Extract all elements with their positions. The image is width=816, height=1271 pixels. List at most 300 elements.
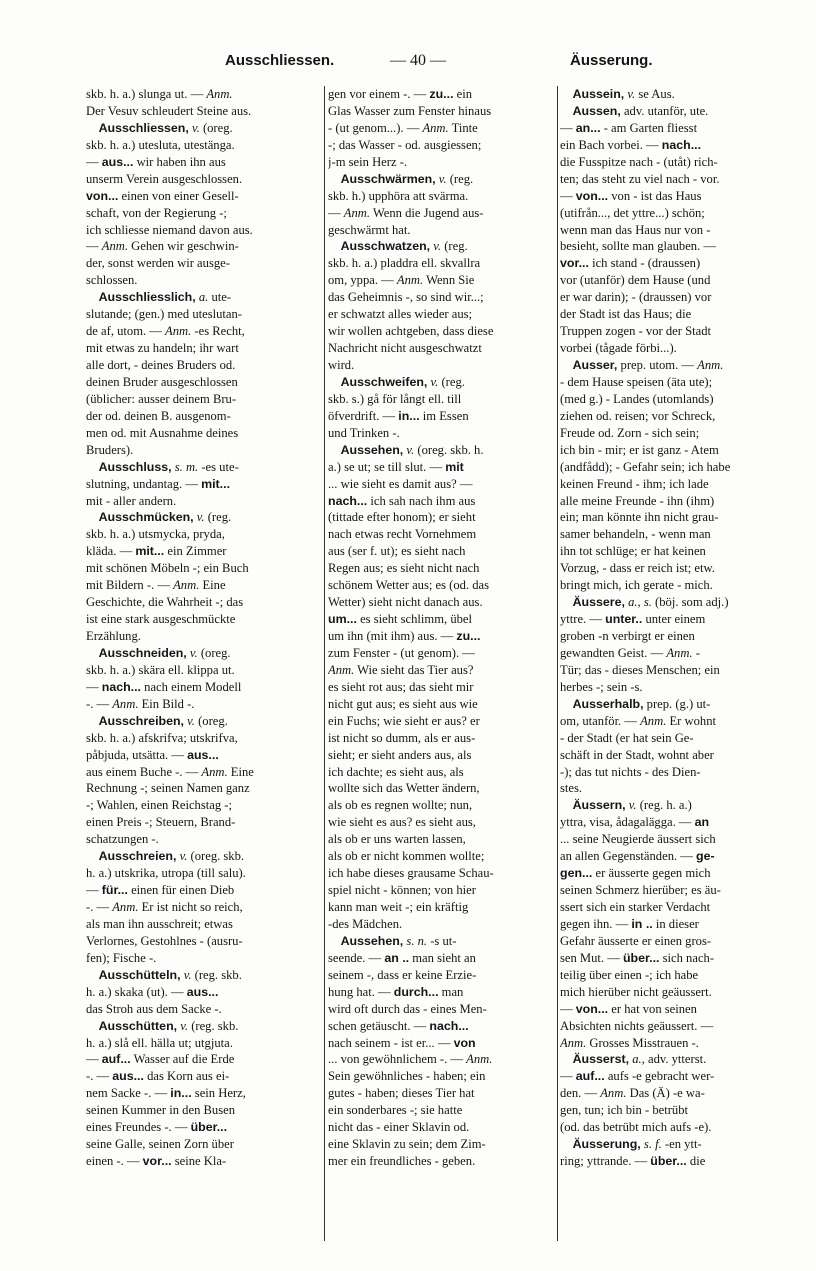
text-line bbox=[86, 272, 320, 289]
italic-abbrev: Anm. bbox=[173, 578, 200, 593]
headword: vor... bbox=[142, 1154, 172, 1169]
text-run: h. a.) slå ell. hälla ut; utgjuta. bbox=[86, 1035, 233, 1050]
text-run: skb. h. a.) pladdra ell. skvallra bbox=[328, 256, 481, 271]
headword: Äusserung, bbox=[572, 1137, 641, 1152]
text-run: an allen Gegenständen. — bbox=[560, 849, 697, 864]
text-run: von - ist das Haus bbox=[608, 188, 702, 203]
italic-abbrev: s. f. bbox=[643, 1137, 662, 1152]
page-number: — 40 — bbox=[390, 52, 446, 69]
text-line bbox=[328, 255, 554, 272]
text-line bbox=[560, 103, 786, 120]
text-line bbox=[560, 238, 786, 255]
text-run: gutes - haben; dieses Tier hat bbox=[328, 1086, 475, 1101]
text-run: deinen Bruder ausgeschlossen bbox=[86, 374, 238, 389]
text-run bbox=[560, 798, 573, 812]
text-line bbox=[328, 272, 554, 289]
text-run: -en ytt- bbox=[661, 1137, 702, 1152]
text-run: sich nach- bbox=[659, 950, 715, 965]
text-line bbox=[86, 933, 320, 950]
text-line bbox=[86, 391, 320, 408]
text-run: als man ihn ausschreit; etwas bbox=[86, 916, 233, 931]
text-run: sein Herz, bbox=[191, 1086, 246, 1101]
text-run: Das (Ä) -e wa- bbox=[626, 1086, 705, 1101]
text-run: (oreg. bbox=[199, 120, 233, 135]
italic-abbrev: a., s. bbox=[628, 595, 652, 610]
text-run: das Korn aus ei- bbox=[143, 1069, 230, 1084]
text-run: um ihn (mit ihm) aus. — bbox=[328, 629, 457, 643]
text-line bbox=[86, 560, 320, 577]
text-run: skb. h. a.) utsmycka, pryda, bbox=[86, 527, 225, 542]
text-line bbox=[86, 1051, 320, 1068]
text-line bbox=[86, 1035, 320, 1052]
text-line bbox=[86, 594, 320, 611]
text-run: -. — bbox=[86, 1069, 113, 1084]
headword: Ausschluss, bbox=[98, 459, 172, 474]
text-line bbox=[86, 171, 320, 188]
text-line bbox=[328, 1051, 554, 1068]
text-line bbox=[560, 408, 786, 425]
text-line bbox=[328, 645, 554, 662]
headword: von... bbox=[86, 188, 119, 203]
headword: Äusserst, bbox=[572, 1052, 630, 1067]
text-run: die Fusspitze nach - (utåt) rich- bbox=[560, 154, 718, 169]
text-line bbox=[560, 713, 786, 730]
text-line bbox=[328, 323, 554, 340]
headword: über... bbox=[650, 1154, 687, 1169]
text-line bbox=[328, 730, 554, 747]
text-run: om, utanför. — bbox=[560, 713, 641, 728]
text-run: (böj. som adj.) bbox=[651, 595, 729, 610]
text-line bbox=[560, 442, 786, 459]
text-line bbox=[560, 1136, 786, 1153]
text-line bbox=[86, 764, 320, 781]
text-line bbox=[86, 526, 320, 543]
text-run: (andfådd); - Gefahr sein; ich habe bbox=[560, 459, 731, 474]
text-run: öfverdrift. — bbox=[328, 408, 399, 423]
text-run: ich stand - (draussen) bbox=[588, 256, 701, 271]
text-line bbox=[86, 357, 320, 374]
text-line bbox=[560, 323, 786, 340]
text-run: Wie sieht das Tier aus? bbox=[354, 662, 474, 677]
text-run: Er ist nicht so reich, bbox=[138, 900, 243, 914]
text-run: yttre. — bbox=[560, 612, 606, 627]
text-run: Wasser auf die Erde bbox=[130, 1052, 235, 1067]
text-line bbox=[328, 780, 554, 797]
text-run bbox=[328, 375, 341, 389]
text-run: se Aus. bbox=[635, 87, 675, 101]
text-run: Sein gewöhnliches - haben; ein bbox=[328, 1069, 486, 1084]
text-run: der Stadt ist das Haus; die bbox=[560, 307, 692, 322]
text-line bbox=[86, 238, 320, 255]
header-left-guideword: Ausschliessen. bbox=[225, 52, 335, 69]
headword: gen... bbox=[560, 866, 593, 881]
headword: nach... bbox=[328, 493, 368, 508]
text-line bbox=[328, 442, 554, 459]
text-line bbox=[328, 306, 554, 323]
text-line bbox=[560, 476, 786, 493]
italic-abbrev: Anm. bbox=[201, 764, 228, 779]
text-run: — bbox=[560, 120, 576, 135]
text-line bbox=[328, 425, 554, 442]
text-run: ein; man könnte ihn nicht grau- bbox=[560, 510, 719, 525]
text-run: ssert sich ein starker Verdacht bbox=[560, 900, 711, 914]
text-line bbox=[560, 560, 786, 577]
text-run: das Stroh aus dem Sacke -. bbox=[86, 1001, 222, 1016]
text-line bbox=[86, 916, 320, 933]
column-1 bbox=[86, 86, 320, 1246]
text-run: kann man weit -; ein kräftig bbox=[328, 900, 469, 914]
text-run: einen -. — bbox=[86, 1154, 143, 1169]
text-line bbox=[560, 1018, 786, 1035]
text-line bbox=[328, 1001, 554, 1018]
text-line bbox=[328, 238, 554, 255]
text-run: skb. s.) gå för långt ell. till bbox=[328, 391, 462, 406]
text-run: ist nicht so dumm, als er aus- bbox=[328, 730, 476, 745]
text-line bbox=[328, 611, 554, 628]
text-line bbox=[328, 696, 554, 713]
headword: ge- bbox=[696, 849, 715, 864]
italic-abbrev: v. bbox=[438, 171, 447, 186]
text-run: eine Sklavin zu sein; dem Zim- bbox=[328, 1137, 486, 1152]
text-run: (oreg. skb. h. bbox=[414, 442, 484, 457]
text-run: er äusserte gegen mich bbox=[592, 866, 711, 881]
text-run: -es Recht, bbox=[191, 324, 245, 339]
italic-abbrev: v. bbox=[628, 798, 637, 813]
headword: Ausschwatzen, bbox=[340, 239, 431, 254]
text-run bbox=[86, 646, 99, 660]
text-line bbox=[560, 984, 786, 1001]
text-line bbox=[560, 255, 786, 272]
text-line bbox=[560, 577, 786, 594]
italic-abbrev: v. bbox=[430, 374, 439, 389]
text-run bbox=[328, 443, 341, 457]
text-run bbox=[86, 849, 99, 863]
text-line bbox=[560, 1102, 786, 1119]
text-run: schatzungen -. bbox=[86, 832, 159, 847]
headword: in .. bbox=[631, 916, 653, 931]
text-run: seinen Schmerz hierüber; es äu- bbox=[560, 883, 721, 898]
text-run: — bbox=[86, 679, 102, 694]
text-run: -; Wahlen, einen Reichstag -; bbox=[86, 798, 232, 813]
text-line bbox=[86, 408, 320, 425]
text-line bbox=[328, 1153, 554, 1170]
text-run: -es ute- bbox=[198, 459, 239, 474]
text-line bbox=[86, 882, 320, 899]
text-line bbox=[560, 645, 786, 662]
text-run: schen getäuscht. — bbox=[328, 1018, 430, 1033]
text-run: ihn tot schlüge; er hat keinen bbox=[560, 544, 706, 559]
headword: an .. bbox=[384, 950, 410, 965]
text-line bbox=[86, 713, 320, 730]
text-run bbox=[560, 595, 573, 609]
text-run: es sieht schlimm, übel bbox=[356, 612, 472, 627]
text-run: nach einem Modell bbox=[141, 679, 242, 694]
text-run: Erzählung. bbox=[86, 629, 141, 643]
headword: Ausschmücken, bbox=[98, 510, 194, 525]
text-run: Freude od. Zorn - sich sein; bbox=[560, 425, 700, 440]
text-line bbox=[86, 137, 320, 154]
text-run: besieht, sollte man glauben. — bbox=[560, 239, 716, 254]
text-run: mit - aller andern. bbox=[86, 493, 177, 508]
text-line bbox=[86, 780, 320, 797]
text-run: (oreg. bbox=[197, 645, 231, 660]
italic-abbrev: v. bbox=[189, 645, 198, 660]
text-line bbox=[560, 340, 786, 357]
text-run bbox=[86, 714, 99, 728]
text-line bbox=[560, 730, 786, 747]
text-run: (utifrån..., det yttre...) schön; bbox=[560, 205, 705, 220]
italic-abbrev: Anm. bbox=[112, 900, 139, 914]
text-line bbox=[560, 679, 786, 696]
text-line bbox=[328, 391, 554, 408]
italic-abbrev: Anm. bbox=[697, 358, 724, 372]
text-line bbox=[328, 560, 554, 577]
text-run: Geschichte, die Wahrheit -; das bbox=[86, 595, 244, 610]
italic-abbrev: Anm. bbox=[560, 1035, 587, 1050]
headword: Aussehen, bbox=[340, 442, 404, 457]
italic-abbrev: s. m. bbox=[174, 459, 199, 474]
text-line bbox=[328, 662, 554, 679]
text-line bbox=[560, 425, 786, 442]
text-run: ein sonderbares -; sie hatte bbox=[328, 1103, 463, 1118]
headword: unter.. bbox=[605, 612, 643, 627]
headword: Ausschweifen, bbox=[340, 374, 428, 389]
text-line bbox=[560, 764, 786, 781]
headword: um... bbox=[328, 612, 357, 627]
italic-abbrev: Anm. bbox=[343, 205, 370, 220]
text-run bbox=[560, 1137, 573, 1151]
text-run: als ob er nicht kommen wollte; bbox=[328, 849, 485, 864]
headword: durch... bbox=[393, 984, 439, 999]
headword: an bbox=[694, 815, 710, 830]
headword: aus... bbox=[187, 747, 219, 762]
text-run: (tittade efter honom); er sieht bbox=[328, 510, 476, 525]
text-run: om, yppa. — bbox=[328, 273, 397, 288]
text-line bbox=[328, 899, 554, 916]
text-line bbox=[328, 933, 554, 950]
text-line bbox=[560, 289, 786, 306]
text-line bbox=[328, 1119, 554, 1136]
text-run: Wetter) sieht nicht danach aus. bbox=[328, 595, 483, 610]
text-run: schönem Wetter aus; es (od. das bbox=[328, 578, 490, 593]
text-run: wie sieht es aus? es sieht aus, bbox=[328, 815, 476, 830]
italic-abbrev: v. bbox=[196, 510, 205, 525]
text-run: slutande; (gen.) med uteslutan- bbox=[86, 307, 242, 322]
text-run: ich dachte; es sieht aus, als bbox=[328, 764, 464, 779]
text-line bbox=[560, 357, 786, 374]
italic-abbrev: v. bbox=[406, 442, 415, 457]
text-run: Nachricht nicht ausgeschwatzt bbox=[328, 341, 482, 356]
text-run: gen vor einem -. — bbox=[328, 87, 430, 101]
text-run: ich sah nach ihm aus bbox=[367, 493, 476, 508]
text-run: påbjuda, utsätta. — bbox=[86, 747, 188, 762]
headword: von... bbox=[575, 1001, 609, 1016]
text-run: (od. das betrübt mich aufs -e). bbox=[560, 1120, 712, 1135]
text-run: mer ein freundliches - geben. bbox=[328, 1154, 476, 1169]
text-run: — bbox=[86, 239, 102, 254]
text-line bbox=[560, 154, 786, 171]
text-run: skb. h. a.) slunga ut. — bbox=[86, 87, 207, 101]
text-run: — bbox=[328, 205, 344, 220]
text-line bbox=[328, 747, 554, 764]
text-line bbox=[560, 899, 786, 916]
text-run: herbes -; sein -s. bbox=[560, 679, 643, 694]
text-run: (reg. bbox=[441, 239, 468, 254]
text-run bbox=[86, 121, 99, 135]
text-run: als ob er uns warten lassen, bbox=[328, 832, 466, 847]
italic-abbrev: a., bbox=[632, 1052, 645, 1067]
text-run: — bbox=[560, 188, 576, 203]
headword: Ausschütteln, bbox=[98, 967, 181, 982]
text-line bbox=[86, 323, 320, 340]
text-line bbox=[86, 442, 320, 459]
text-line bbox=[328, 171, 554, 188]
headword: mit... bbox=[135, 544, 165, 559]
italic-abbrev: v. bbox=[433, 239, 442, 254]
text-line bbox=[560, 865, 786, 882]
text-line bbox=[86, 1102, 320, 1119]
text-line bbox=[86, 984, 320, 1001]
text-line bbox=[86, 425, 320, 442]
text-run: aus einem Buche -. — bbox=[86, 764, 202, 779]
text-line bbox=[86, 306, 320, 323]
text-line bbox=[328, 374, 554, 391]
text-line bbox=[86, 679, 320, 696]
text-line bbox=[560, 306, 786, 323]
text-line bbox=[560, 611, 786, 628]
text-line bbox=[328, 797, 554, 814]
header-right-guideword: Äusserung. bbox=[570, 52, 653, 69]
text-line bbox=[328, 1102, 554, 1119]
text-run: ich schliesse niemand davon aus. bbox=[86, 222, 253, 237]
text-run: de af, utom. — bbox=[86, 324, 166, 339]
text-run: Grosses Misstrauen -. bbox=[586, 1035, 699, 1050]
text-run: den. — bbox=[560, 1086, 601, 1101]
headword: Äussern, bbox=[572, 798, 626, 813]
text-line bbox=[86, 120, 320, 137]
text-run bbox=[560, 104, 573, 118]
text-run: skb. h. a.) utesluta, utestänga. bbox=[86, 137, 235, 152]
text-run: wenn man das Haus nur von - bbox=[560, 222, 711, 237]
italic-abbrev: Anm. bbox=[422, 120, 449, 135]
text-run: h. a.) skaka (ut). — bbox=[86, 984, 187, 999]
text-line bbox=[86, 645, 320, 662]
text-line bbox=[86, 1153, 320, 1170]
text-line bbox=[560, 1068, 786, 1085]
text-run bbox=[560, 87, 573, 101]
text-run: er war darin); - (draussen) vor bbox=[560, 290, 712, 305]
text-line bbox=[328, 459, 554, 476]
text-line bbox=[560, 222, 786, 239]
headword: nach... bbox=[429, 1018, 469, 1033]
text-run: teilig über einen -; ich habe bbox=[560, 967, 699, 982]
text-line bbox=[86, 577, 320, 594]
text-run: in dieser bbox=[652, 916, 699, 931]
text-line bbox=[328, 340, 554, 357]
text-run: einen von einer Gesell- bbox=[118, 188, 239, 203]
text-line bbox=[86, 814, 320, 831]
text-line bbox=[86, 662, 320, 679]
text-line bbox=[560, 1035, 786, 1052]
text-run: — bbox=[86, 1052, 102, 1067]
text-run: mit etwas zu handeln; ihr wart bbox=[86, 341, 239, 356]
headword: in... bbox=[398, 408, 420, 423]
column-rule-left bbox=[324, 86, 325, 1241]
text-line bbox=[560, 137, 786, 154]
text-run: (reg. skb. bbox=[191, 967, 242, 982]
italic-abbrev: Anm. bbox=[466, 1052, 493, 1067]
text-line bbox=[86, 865, 320, 882]
headword: aus... bbox=[101, 154, 134, 169]
italic-abbrev: v. bbox=[180, 1018, 189, 1033]
text-run: ein bbox=[453, 87, 473, 101]
text-line bbox=[560, 171, 786, 188]
text-line bbox=[86, 628, 320, 645]
text-run: nicht gut aus; es sieht aus wie bbox=[328, 696, 478, 711]
text-run: adv. utanför, ute. bbox=[620, 103, 709, 118]
headword: mit bbox=[445, 459, 464, 474]
text-run bbox=[86, 290, 99, 304]
text-run: als ob es regnen wollte; nun, bbox=[328, 798, 473, 813]
text-line bbox=[86, 476, 320, 493]
text-run: aus (ser f. ut); es sieht nach bbox=[328, 544, 466, 559]
text-line bbox=[328, 205, 554, 222]
text-run: seinem -, dass er keine Erzie- bbox=[328, 967, 477, 982]
text-line bbox=[86, 797, 320, 814]
text-run: ... seine Neugierde äussert sich bbox=[560, 832, 716, 847]
text-run: einen für einen Dieb bbox=[127, 883, 235, 898]
text-run: schaft, von der Regierung -; bbox=[86, 205, 227, 220]
text-run: bringt mich, ich gerate - mich. bbox=[560, 578, 713, 593]
text-run: (reg. bbox=[438, 374, 465, 389]
text-line bbox=[560, 747, 786, 764]
text-line bbox=[560, 950, 786, 967]
text-run: seine Galle, seinen Zorn über bbox=[86, 1137, 234, 1152]
text-run: fen); Fische -. bbox=[86, 950, 157, 965]
text-run: vorbei (tågade förbi...). bbox=[560, 341, 677, 356]
text-line bbox=[86, 967, 320, 984]
text-run: zum Fenster - (ut genom). — bbox=[328, 645, 475, 660]
text-line bbox=[560, 272, 786, 289]
headword: Ausschreien, bbox=[98, 849, 177, 864]
text-run: schäft in der Stadt, wohnt aber bbox=[560, 747, 714, 762]
headword: auf... bbox=[575, 1069, 605, 1084]
headword: vor... bbox=[560, 256, 589, 271]
text-line bbox=[560, 120, 786, 137]
text-run: Regen aus; es sieht nicht nach bbox=[328, 561, 480, 576]
text-line bbox=[86, 255, 320, 272]
italic-abbrev: Anm. bbox=[165, 324, 192, 339]
text-run: ziehen od. reisen; vor Schreck, bbox=[560, 408, 716, 423]
text-line bbox=[328, 950, 554, 967]
italic-abbrev: a. bbox=[198, 290, 209, 305]
text-run: Der Vesuv schleudert Steine aus. bbox=[86, 103, 252, 118]
text-line bbox=[328, 984, 554, 1001]
text-line bbox=[86, 86, 320, 103]
text-run: ute- bbox=[208, 290, 232, 305]
text-line bbox=[328, 154, 554, 171]
text-run: h. a.) utskrika, utropa (till salu). bbox=[86, 866, 246, 881]
text-run: seinen Kummer in den Busen bbox=[86, 1103, 235, 1118]
headword: Ausser, bbox=[572, 358, 618, 372]
text-run: aufs -e gebracht wer- bbox=[604, 1069, 715, 1084]
text-line bbox=[328, 509, 554, 526]
text-run: sen Mut. — bbox=[560, 950, 623, 965]
text-run: gewandten Geist. — bbox=[560, 645, 667, 660]
italic-abbrev: v. bbox=[183, 967, 192, 982]
text-run: seende. — bbox=[328, 950, 385, 965]
text-run: schlossen. bbox=[86, 273, 138, 288]
